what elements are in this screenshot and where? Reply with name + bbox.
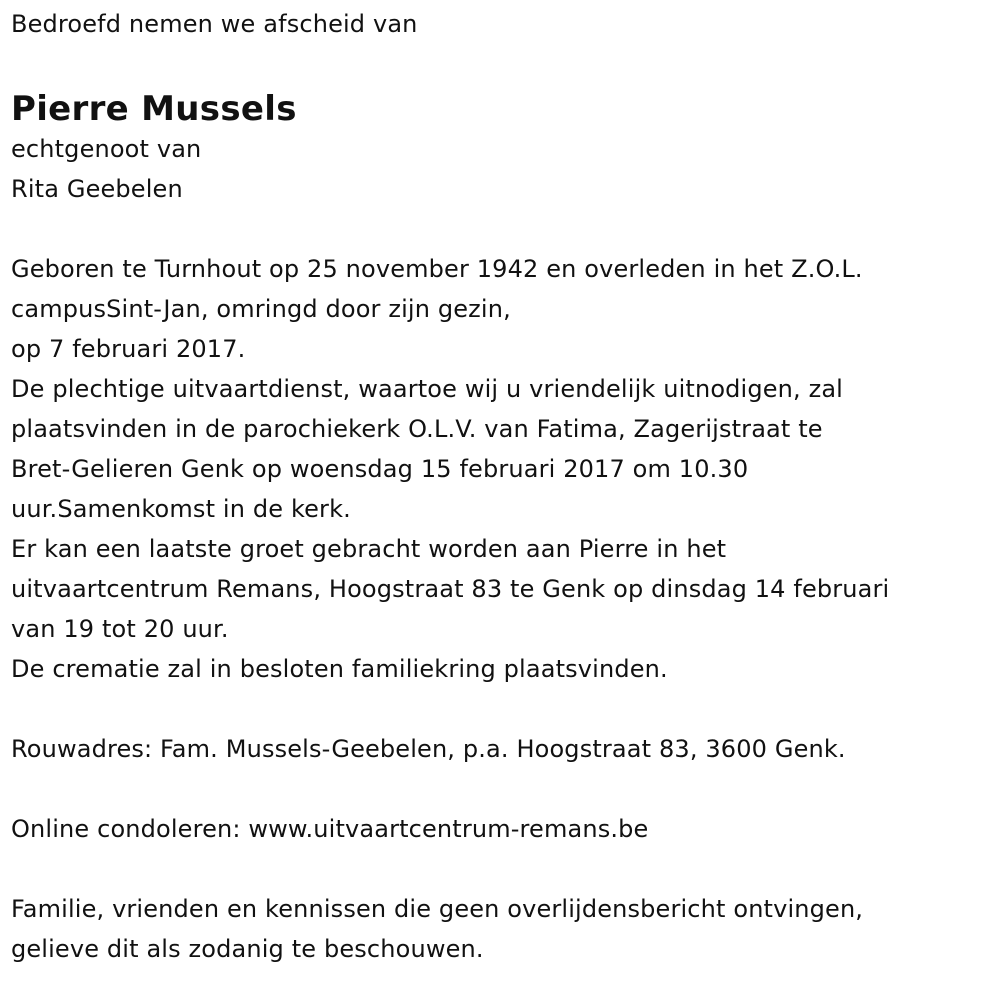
intro-text: Bedroefd nemen we afscheid van	[11, 10, 418, 38]
spouse-name: Rita Geebelen	[11, 175, 183, 203]
body-line: op 7 februari 2017.	[11, 335, 246, 363]
deceased-name: Pierre Mussels	[11, 89, 297, 129]
body-line: plaatsvinden in de parochiekerk O.L.V. van Fatima, Zagerijstraat te	[11, 415, 823, 443]
body-line: uur.Samenkomst in de kerk.	[11, 495, 351, 523]
spacer	[11, 849, 991, 889]
closing-line: gelieve dit als zodanig te beschouwen.	[11, 935, 484, 963]
body-line: Geboren te Turnhout op 25 november 1942 en overleden in het Z.O.L.	[11, 255, 863, 283]
body-line: uitvaartcentrum Remans, Hoogstraat 83 te Genk op dinsdag 14 februari	[11, 575, 890, 603]
mourning-address: Rouwadres: Fam. Mussels-Geebelen, p.a. Hoogstraat 83, 3600 Genk.	[11, 735, 846, 763]
body-line: De crematie zal in besloten familiekring plaatsvinden.	[11, 655, 668, 683]
closing-line: Familie, vrienden en kennissen die geen overlijdensbericht ontvingen,	[11, 895, 864, 923]
spacer	[11, 769, 991, 809]
spacer	[11, 209, 991, 249]
notice-body	[11, 249, 991, 689]
death-notice	[11, 0, 991, 969]
body-line: De plechtige uitvaartdienst, waartoe wij u vriendelijk uitnodigen, zal	[11, 375, 843, 403]
relation-line: echtgenoot van	[11, 135, 202, 163]
body-line: Bret-Gelieren Genk op woensdag 15 februari 2017 om 10.30	[11, 455, 749, 483]
online-condolence: Online condoleren: www.uitvaartcentrum-remans.be	[11, 815, 649, 843]
spacer	[11, 689, 991, 729]
body-line: campusSint-Jan, omringd door zijn gezin,	[11, 295, 511, 323]
body-line: Er kan een laatste groet gebracht worden aan Pierre in het	[11, 535, 727, 563]
body-line: van 19 tot 20 uur.	[11, 615, 229, 643]
